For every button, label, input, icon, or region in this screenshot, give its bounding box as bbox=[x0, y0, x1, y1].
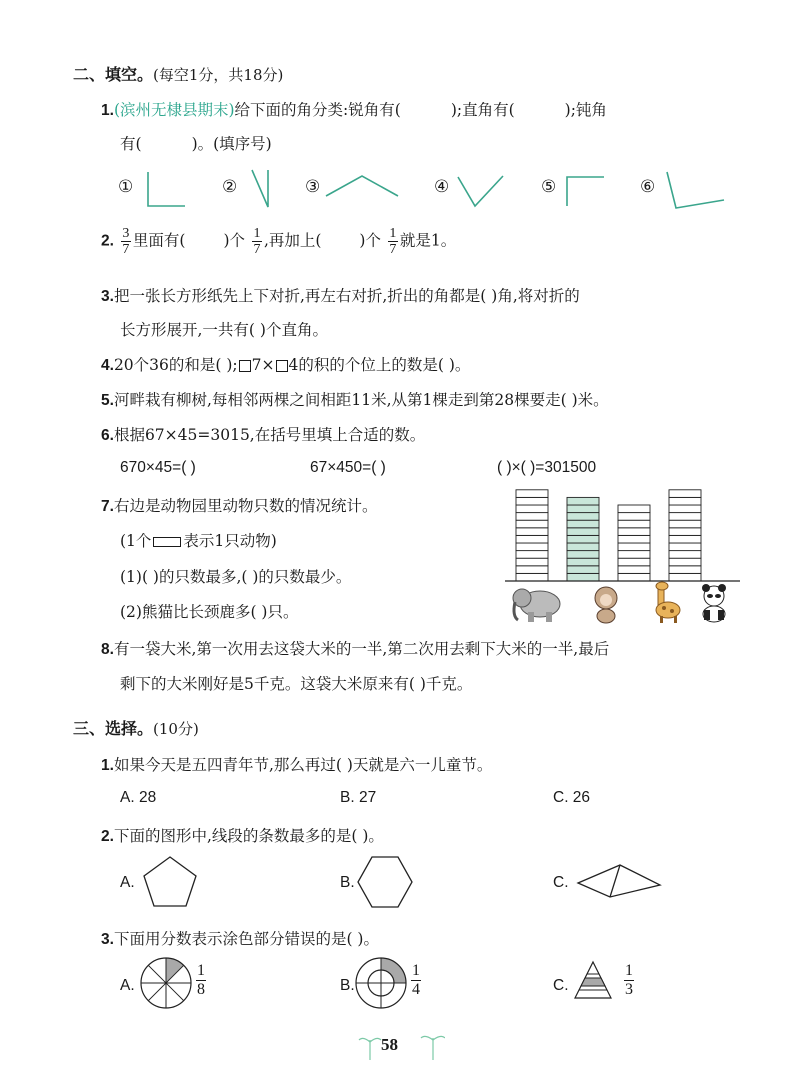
c3-option-b: B. bbox=[340, 977, 355, 994]
triangle-layers-shape bbox=[575, 962, 611, 998]
question-2 bbox=[101, 226, 456, 257]
q8-text: 有一袋大米,第一次用去这袋大米的一半,第二次用去剩下大米的一半,最后 bbox=[113, 640, 610, 658]
question-6 bbox=[101, 423, 425, 445]
bar-cell bbox=[516, 513, 548, 521]
bar-cell bbox=[618, 551, 650, 559]
section-3-title: 三、选择。 bbox=[73, 719, 154, 738]
c1-text: 如果今天是五四青年节,那么再过( )天就是六一儿童节。 bbox=[113, 756, 493, 774]
bar-cell bbox=[567, 558, 599, 566]
c3-fraction-a bbox=[194, 962, 208, 999]
concentric-circles-shape bbox=[356, 958, 406, 1008]
q6-text: 根据67×45=3015,在括号里填上合适的数。 bbox=[113, 426, 426, 444]
bar-cell bbox=[669, 513, 701, 521]
angle-1-right bbox=[148, 172, 185, 206]
question-number: 3. bbox=[101, 931, 114, 948]
c2-option-c: C. bbox=[553, 874, 569, 891]
q3-text: 把一张长方形纸先上下对折,再左右对折,折出的角都是( )角,将对折的 bbox=[113, 287, 580, 305]
q2-text: 里面有( bbox=[132, 231, 186, 250]
q2-text: )个 bbox=[223, 231, 245, 250]
bar-cell bbox=[669, 535, 701, 543]
bar-cell bbox=[669, 520, 701, 528]
fraction-1-7 bbox=[252, 226, 262, 257]
q2-text: 就是1。 bbox=[399, 231, 457, 250]
bar-cell bbox=[567, 535, 599, 543]
bar-cell bbox=[618, 558, 650, 566]
bar-cell bbox=[669, 543, 701, 551]
circle-eighths-shape bbox=[141, 958, 191, 1008]
legend-text: 表示1只动物) bbox=[183, 532, 277, 550]
question-3-line-1 bbox=[101, 284, 580, 306]
bar-cell bbox=[516, 505, 548, 513]
bar-cell bbox=[669, 505, 701, 513]
elephant-icon bbox=[513, 589, 560, 622]
numerator: 1 bbox=[197, 962, 205, 979]
bar-cell bbox=[618, 520, 650, 528]
hexagon-shape bbox=[358, 857, 412, 907]
angle-label-2: ② bbox=[222, 177, 238, 197]
question-number: 1. bbox=[101, 102, 114, 119]
bar-cell bbox=[669, 490, 701, 498]
angle-3-obtuse bbox=[326, 176, 398, 196]
question-8-line-1 bbox=[101, 637, 609, 659]
c2-text: 下面的图形中,线段的条数最多的是( )。 bbox=[113, 827, 384, 845]
q6-expression-1: 670×45=( ) bbox=[120, 459, 196, 476]
angle-6-obtuse bbox=[667, 172, 724, 208]
leaf-icon bbox=[421, 1036, 445, 1060]
bar-cell bbox=[516, 551, 548, 559]
angle-2-acute bbox=[252, 170, 268, 207]
numerator: 3 bbox=[122, 226, 130, 241]
angle-label-5: ⑤ bbox=[541, 177, 557, 197]
c2-option-b: B. bbox=[340, 874, 355, 891]
question-number: 2. bbox=[101, 828, 114, 845]
blank-square bbox=[276, 360, 288, 372]
bar-cell bbox=[669, 558, 701, 566]
q5-text: 河畔栽有柳树,每相邻两棵之间相距11米,从第1棵走到第28棵要走( )米。 bbox=[113, 391, 609, 409]
fraction-1-7 bbox=[388, 226, 398, 257]
bar-cell bbox=[669, 497, 701, 505]
denominator: 7 bbox=[389, 242, 397, 257]
c3-fraction-b bbox=[409, 962, 423, 999]
denominator: 7 bbox=[122, 242, 130, 257]
legend-text: (1个 bbox=[120, 532, 152, 550]
angle-label-1: ① bbox=[118, 177, 134, 197]
bar-cell bbox=[567, 513, 599, 521]
bar-cell bbox=[516, 543, 548, 551]
c3-fraction-c bbox=[622, 962, 636, 999]
c2-option-a: A. bbox=[120, 874, 135, 891]
numerator: 1 bbox=[412, 962, 420, 979]
numerator: 1 bbox=[253, 226, 261, 241]
question-source: (滨州无棣县期末) bbox=[113, 101, 235, 119]
bar-cell bbox=[618, 566, 650, 574]
angle-5-right bbox=[567, 177, 604, 206]
section-2-title: 二、填空。 bbox=[73, 65, 154, 84]
c2-shapes bbox=[0, 845, 791, 915]
c3-text: 下面用分数表示涂色部分错误的是( )。 bbox=[113, 930, 379, 948]
denominator: 7 bbox=[253, 242, 261, 257]
q1-text: );直角有( bbox=[450, 101, 515, 119]
bar-cell bbox=[618, 543, 650, 551]
q6-expression-3: ( )×( )=301500 bbox=[497, 459, 597, 476]
page-number: 58 bbox=[381, 1035, 398, 1054]
choice-question-1 bbox=[101, 753, 492, 775]
question-5 bbox=[101, 388, 609, 410]
q6-expression-2: 67×450=( ) bbox=[310, 459, 386, 476]
q1-text: );钝角 bbox=[564, 101, 607, 119]
bar-4 bbox=[669, 490, 701, 581]
angle-label-3: ③ bbox=[305, 177, 321, 197]
bar-cell bbox=[567, 551, 599, 559]
bar-cell bbox=[516, 490, 548, 498]
question-number: 6. bbox=[101, 427, 114, 444]
numerator: 1 bbox=[389, 226, 397, 241]
monkey-icon bbox=[595, 587, 617, 623]
section-2-score: (每空1分，共18分) bbox=[153, 66, 284, 84]
c1-option-c: C. 26 bbox=[553, 789, 591, 806]
bar-cell bbox=[516, 528, 548, 536]
bar-2 bbox=[567, 497, 599, 581]
angle-figures bbox=[0, 0, 791, 230]
q1-text: )。(填序号) bbox=[191, 135, 272, 153]
bar-cell bbox=[618, 513, 650, 521]
q2-text: )个 bbox=[359, 231, 381, 250]
question-4 bbox=[101, 353, 470, 375]
c1-option-a: A. 28 bbox=[120, 789, 157, 806]
bar-cell bbox=[567, 505, 599, 513]
bar-cell bbox=[567, 497, 599, 505]
q2-text: ,再加上( bbox=[263, 231, 322, 250]
bar-cell bbox=[618, 528, 650, 536]
q7-part-1: (1)( )的只数最多,( )的只数最少。 bbox=[120, 568, 352, 586]
bar-cell bbox=[567, 528, 599, 536]
bar-cell bbox=[618, 505, 650, 513]
triangles-shape bbox=[578, 865, 660, 897]
denominator: 3 bbox=[625, 981, 633, 998]
q4-text: 20个36的和是( ); bbox=[113, 356, 238, 374]
bar-cell bbox=[516, 520, 548, 528]
question-number: 5. bbox=[101, 392, 114, 409]
angle-4-acute bbox=[458, 176, 503, 206]
bar-cell bbox=[618, 535, 650, 543]
angle-label-4: ④ bbox=[434, 177, 450, 197]
q7-text: 右边是动物园里动物只数的情况统计。 bbox=[113, 497, 378, 515]
q4-text: 4的积的个位上的数是( )。 bbox=[288, 356, 471, 374]
section-3-score: (10分) bbox=[153, 720, 199, 738]
section-3-heading bbox=[73, 716, 199, 739]
bar-cell bbox=[516, 497, 548, 505]
q1-text: 给下面的角分类:锐角有( bbox=[234, 101, 401, 119]
question-number: 3. bbox=[101, 288, 114, 305]
bar-cell bbox=[567, 566, 599, 574]
c3-option-c: C. bbox=[553, 977, 569, 994]
legend-rect-icon bbox=[153, 537, 181, 547]
panda-icon bbox=[702, 584, 726, 622]
question-number: 2. bbox=[101, 232, 114, 250]
angle-label-6: ⑥ bbox=[640, 177, 656, 197]
question-number: 8. bbox=[101, 641, 114, 658]
question-number: 1. bbox=[101, 757, 114, 774]
question-3-line-2: 长方形展开,一共有( )个直角。 bbox=[120, 321, 328, 339]
choice-question-3 bbox=[101, 927, 379, 949]
q7-legend bbox=[120, 529, 277, 551]
bar-cell bbox=[516, 566, 548, 574]
q4-text: 7× bbox=[251, 356, 275, 374]
denominator: 4 bbox=[412, 981, 420, 998]
bar-cell bbox=[669, 551, 701, 559]
bar-cell bbox=[516, 535, 548, 543]
bar-cell bbox=[669, 528, 701, 536]
bar-cell bbox=[516, 558, 548, 566]
q7-part-2: (2)熊猫比长颈鹿多( )只。 bbox=[120, 603, 299, 621]
numerator: 1 bbox=[625, 962, 633, 979]
c3-figures bbox=[0, 950, 791, 1020]
animal-icons bbox=[500, 580, 750, 625]
bar-cell bbox=[567, 520, 599, 528]
c1-option-b: B. 27 bbox=[340, 789, 377, 806]
q1-text: 有( bbox=[120, 135, 142, 153]
denominator: 8 bbox=[197, 981, 205, 998]
pentagon-shape bbox=[144, 857, 196, 906]
bar-cell bbox=[567, 543, 599, 551]
c3-option-a: A. bbox=[120, 977, 135, 994]
fraction-3-7 bbox=[121, 226, 131, 257]
choice-question-2 bbox=[101, 824, 384, 846]
question-8-line-2: 剩下的大米刚好是5千克。这袋大米原来有( )千克。 bbox=[120, 675, 473, 693]
bar-3 bbox=[618, 505, 650, 581]
bar-cell bbox=[669, 566, 701, 574]
footer-decoration bbox=[355, 1030, 445, 1066]
question-7 bbox=[101, 494, 377, 516]
question-number: 7. bbox=[101, 498, 114, 515]
bar-1 bbox=[516, 490, 548, 581]
giraffe-icon bbox=[656, 582, 680, 623]
question-number: 4. bbox=[101, 357, 114, 374]
leaf-icon bbox=[359, 1038, 381, 1060]
blank-square bbox=[239, 360, 251, 372]
